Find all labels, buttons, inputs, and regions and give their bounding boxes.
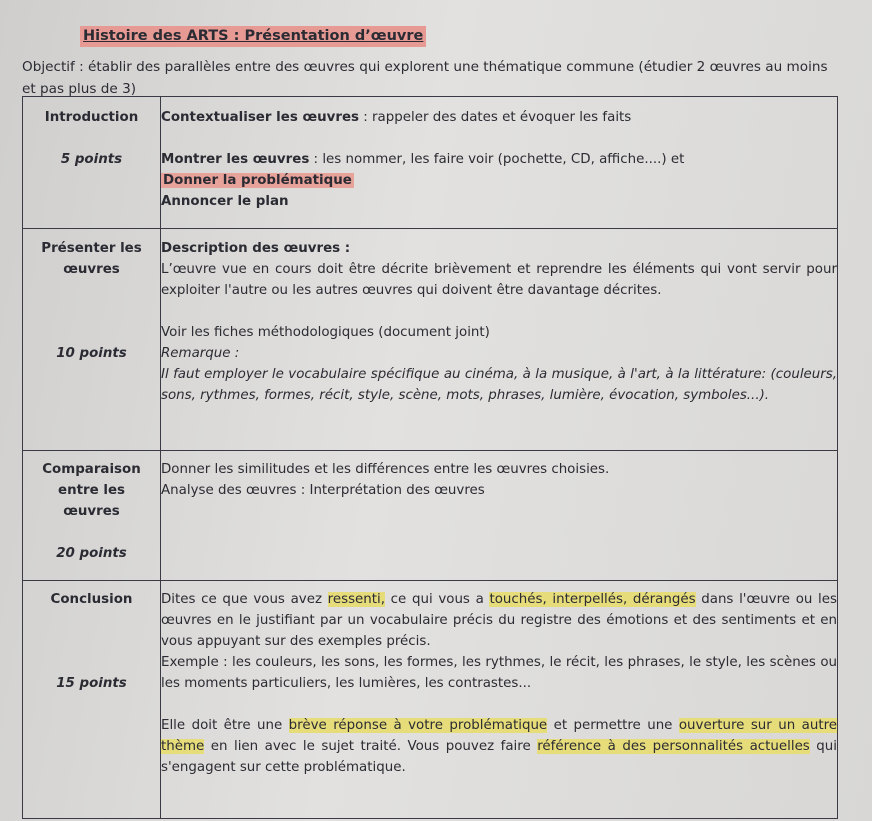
ouverture-paragraph: [161, 715, 837, 778]
objective-line: Objectif : établir des parallèles entre des œuvres qui explorent une thématique commune (étudier 2 œuvres au moins et pas plus de 3): [22, 59, 828, 97]
plan-heading: Annoncer le plan: [161, 194, 289, 209]
table-row-presenter: [23, 229, 838, 451]
comparaison-points: 20 points: [56, 546, 127, 561]
description-text: L’œuvre vue en cours doit être décrite brièvement et reprendre les éléments qui vont servir pour exploiter l'autre ou les autres œuvres qui doivent être davantage décrites.: [161, 262, 837, 298]
comparaison-label-1: Comparaison: [42, 462, 141, 477]
table-row-conclusion: [23, 581, 838, 819]
ressenti-highlight: ressenti,: [327, 592, 386, 607]
reponse-highlight: brève réponse à votre problématique: [288, 718, 548, 733]
comparaison-label-2: entre les: [57, 483, 125, 498]
ressenti-text-b: ce qui vous a: [385, 592, 490, 607]
conclusion-content: [161, 581, 838, 819]
ouverture-text-d: qui s'engagent sur cette problématique.: [161, 739, 838, 775]
conclusion-points: 15 points: [56, 676, 127, 691]
comparaison-content: [161, 451, 838, 581]
ouverture-highlight: ouverture sur un autre thème: [161, 718, 838, 754]
comparaison-label-cell: [23, 451, 161, 581]
remarque-text: Il faut employer le vocabulaire spécifique au cinéma, à la musique, à l'art, à la littérature: (couleurs, sons, rythmes, formes, récit, style, scène, mots, phrases, lumière, évocation, symboles...).: [161, 367, 837, 403]
exemple-paragraph: Exemple : les couleurs, les sons, les formes, les rythmes, le récit, les phrases, le style, les scènes ou les moments particuliers, les lumières, les contrastes...: [161, 655, 837, 691]
presenter-label-1: Présenter les: [41, 241, 142, 256]
montrer-text: : les nommer, les faire voir (pochette, CD, affiche....) et: [309, 152, 685, 167]
introduction-points: 5 points: [60, 152, 123, 167]
introduction-label: Introduction: [44, 110, 139, 125]
ouverture-text-b: et permettre une: [547, 718, 679, 733]
table-row-introduction: [23, 97, 838, 229]
introduction-label-cell: [23, 97, 161, 229]
comparaison-label-3: œuvres: [63, 504, 120, 519]
conclusion-label: Conclusion: [50, 592, 133, 607]
ressenti-paragraph: [161, 589, 837, 652]
ressenti-text-c: dans l'œuvre ou les œuvres en le justifiant par un vocabulaire précis du registre des émotions et des sentiments et en vous appuyant sur des exemples précis.: [161, 592, 837, 649]
page-title: Histoire des ARTS : Présentation d’œuvre: [80, 26, 426, 47]
grading-table: [22, 96, 838, 819]
fiches-text: Voir les fiches méthodologiques (document joint): [161, 325, 490, 340]
presenter-label-cell: [23, 229, 161, 451]
similitudes-text: Donner les similitudes et les différences entre les œuvres choisies.: [161, 462, 610, 477]
problematique-heading: Donner la problématique: [163, 173, 352, 188]
reference-highlight: référence à des personnalités actuelles: [537, 739, 810, 754]
touches-highlight: touchés, interpellés, dérangés: [489, 592, 696, 607]
objective-text: [22, 37, 842, 100]
ouverture-text-c: en lien avec le sujet traité. Vous pouvez faire: [204, 739, 538, 754]
contextualiser-heading: Contextualiser les œuvres: [161, 110, 360, 125]
montrer-heading: Montrer les œuvres: [161, 152, 310, 167]
presenter-label-2: œuvres: [63, 262, 120, 277]
introduction-content: [161, 97, 838, 229]
description-heading: Description des œuvres :: [161, 241, 351, 256]
presenter-points: 10 points: [56, 346, 127, 361]
remarque-label: Remarque :: [161, 346, 240, 361]
analyse-text: Analyse des œuvres : Interprétation des œuvres: [161, 483, 485, 498]
contextualiser-text: : rappeler des dates et évoquer les faits: [359, 110, 632, 125]
presenter-content: [161, 229, 838, 451]
conclusion-label-cell: [23, 581, 161, 819]
table-row-comparaison: [23, 451, 838, 581]
ressenti-text-a: Dites ce que vous avez: [161, 592, 328, 607]
ouverture-text-a: Elle doit être une: [161, 718, 289, 733]
